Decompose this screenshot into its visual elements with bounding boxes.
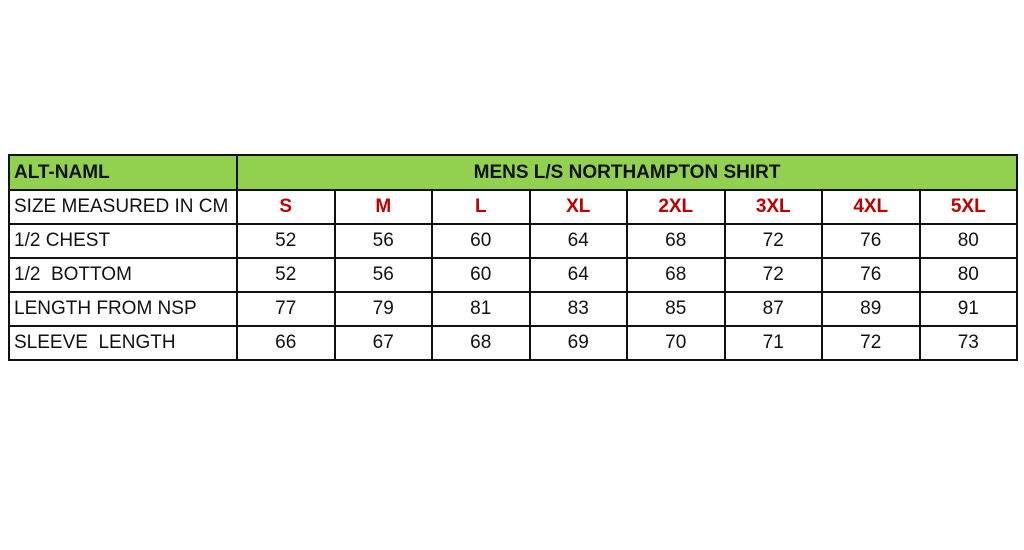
table-cell: 52 [237, 224, 335, 258]
table-cell: 56 [335, 224, 433, 258]
header-row [9, 155, 1017, 190]
table-cell: 66 [237, 326, 335, 360]
table-cell: 70 [627, 326, 725, 360]
size-header: 3XL [725, 190, 823, 224]
table-cell: 80 [920, 224, 1018, 258]
size-header: 4XL [822, 190, 920, 224]
table-cell: 81 [432, 292, 530, 326]
size-row [9, 190, 1017, 224]
product-title: MENS L/S NORTHAMPTON SHIRT [237, 155, 1017, 190]
table-cell: 60 [432, 258, 530, 292]
table-cell: 68 [627, 224, 725, 258]
table-cell: 87 [725, 292, 823, 326]
table-cell: 72 [822, 326, 920, 360]
table-cell: 52 [237, 258, 335, 292]
size-label: SIZE MEASURED IN CM [9, 190, 237, 224]
table-cell: 69 [530, 326, 628, 360]
table-cell: 71 [725, 326, 823, 360]
product-code: ALT-NAML [9, 155, 237, 190]
table-row [9, 224, 1017, 258]
table-cell: 56 [335, 258, 433, 292]
table-cell: 89 [822, 292, 920, 326]
size-header: 2XL [627, 190, 725, 224]
table-cell: 76 [822, 258, 920, 292]
table-cell: 64 [530, 224, 628, 258]
table-cell: 68 [627, 258, 725, 292]
table-cell: 77 [237, 292, 335, 326]
table-row [9, 326, 1017, 360]
table-cell: 68 [432, 326, 530, 360]
table-cell: 91 [920, 292, 1018, 326]
row-label: SLEEVE LENGTH [9, 326, 237, 360]
table-row [9, 292, 1017, 326]
table-cell: 67 [335, 326, 433, 360]
row-label: 1/2 CHEST [9, 224, 237, 258]
size-header: L [432, 190, 530, 224]
table-cell: 83 [530, 292, 628, 326]
table-cell: 76 [822, 224, 920, 258]
size-chart-table [8, 154, 1018, 361]
table-cell: 73 [920, 326, 1018, 360]
table-cell: 72 [725, 224, 823, 258]
row-label: 1/2 BOTTOM [9, 258, 237, 292]
table-cell: 72 [725, 258, 823, 292]
table-cell: 79 [335, 292, 433, 326]
size-header: XL [530, 190, 628, 224]
table-row [9, 258, 1017, 292]
table-cell: 80 [920, 258, 1018, 292]
size-header: 5XL [920, 190, 1018, 224]
row-label: LENGTH FROM NSP [9, 292, 237, 326]
table-cell: 60 [432, 224, 530, 258]
table-cell: 85 [627, 292, 725, 326]
size-header: M [335, 190, 433, 224]
size-header: S [237, 190, 335, 224]
table-cell: 64 [530, 258, 628, 292]
